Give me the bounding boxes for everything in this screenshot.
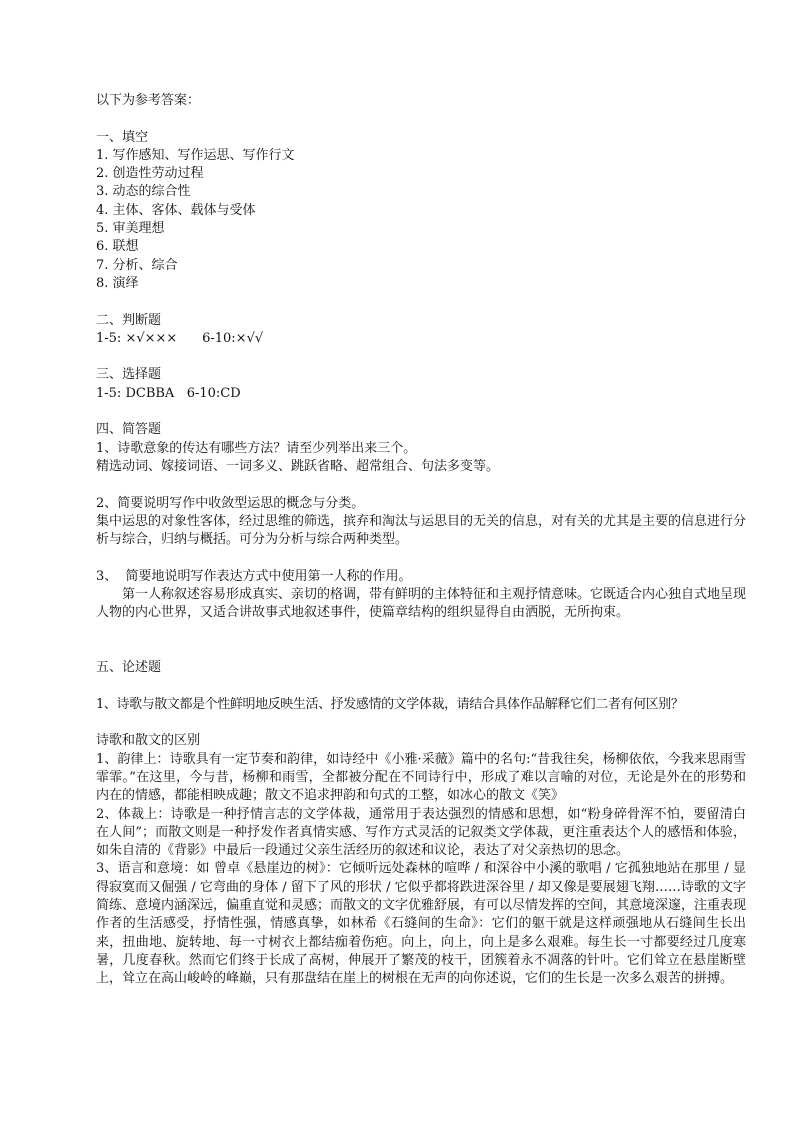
fill-answer-3: 3. 动态的综合性: [96, 184, 191, 200]
section-5-title: 五、论述题: [96, 660, 162, 676]
fill-answer-2: 2. 创造性劳动过程: [96, 166, 204, 182]
fill-answer-5: 5. 审美理想: [96, 221, 165, 237]
fill-answer-1: 1. 写作感知、写作运思、写作行文: [96, 147, 295, 163]
essay-paragraph-rhythm: 1、韵律上：诗歌具有一定节奏和韵律，如诗经中《小雅·采薇》篇中的名句:“昔我往矣，杨柳依依，今我来思雨雪霏霏。”在这里，今与昔，杨柳和雨雪，全都被分配在不同诗行中，形成了难以言喻的对位，无论是外在的形势和内在的情感，都能相映成趣；散文不追求押韵和句式的工整，如冰心的散文《笑》: [96, 751, 746, 804]
document-page: [96, 92, 746, 989]
section-4-title: 四、简答题: [96, 422, 162, 438]
essay-question-1: 1、诗歌与散文都是个性鲜明地反映生活、抒发感情的文学体裁，请结合具体作品解释它们二者有何区别？: [96, 696, 684, 712]
short-question-3: 3、 简要地说明写作表达方式中使用第一人称的作用。: [96, 568, 412, 584]
essay-paragraph-language: 3、语言和意境：如 曾卓《悬崖边的树》：它倾听远处森林的喧哗 / 和深谷中小溪的歌唱 / 它孤独地站在那里 / 显得寂寞而又倔强 / 它弯曲的身体 / 留下了风的形状 / 它似乎都将跌进深谷里 / 却又像是要展翅飞翔……诗歌的文字简练、意境内涵深远，偏重直觉和灵感；而散文的文字优雅舒展，有可以尽情发挥的空间，其意境深邃，注重表现作者的生活感受，抒情性强，情感真挚，如林希《石缝间的生命》：它们的躯干就是这样顽强地从石缝间生长出来，扭曲地、旋转地、每一寸树衣上都结痂着伤疤。向上，向上，向上是多么艰难。每生长一寸都要经过几度寒暑，几度春秋。然而它们终于长成了高树，伸展开了繁茂的枝干，团簇着永不凋落的针叶。它们耸立在悬崖断壁上，耸立在高山峻岭的峰巅，只有那盘结在崖上的树根在无声的向你述说，它们的生长是一次多么艰苦的拼搏。: [96, 861, 747, 987]
short-answer-1: 精选动词、嫁接词语、一词多义、跳跃省略、超常组合、句法多变等。: [96, 458, 500, 474]
fill-answer-7: 7. 分析、综合: [96, 257, 178, 273]
fill-answer-8: 8. 演绎: [96, 275, 139, 291]
short-answer-2: 集中运思的对象性客体，经过思维的筛选，摈弃和淘汰与运思目的无关的信息，对有关的尤其是主要的信息进行分析与综合，归纳与概括。可分为分析与综合两种类型。: [96, 513, 747, 548]
judgement-answers: 1-5: ×√××× 6-10:×√√: [96, 330, 264, 346]
essay-paragraph-genre: 2、体裁上：诗歌是一种抒情言志的文学体裁，通常用于表达强烈的情感和思想，如“粉身碎骨浑不怕，要留清白在人间”；而散文则是一种抒发作者真情实感、写作方式灵活的记叙类文学体裁，更注重表达个人的感悟和体验，如朱自清的《背影》中最后一段通过父亲生活经历的叙述和议论，表达了对父亲热切的思念。: [96, 806, 746, 859]
short-answer-3: 第一人称叙述容易形成真实、亲切的格调，带有鲜明的主体特征和主观抒情意味。它既适合内心独自式地呈现人物的内心世界，又适合讲故事式地叙述事件，使篇章结构的组织显得自由洒脱，无所拘束。: [96, 587, 747, 621]
fill-answer-4: 4. 主体、客体、载体与受体: [96, 202, 256, 218]
choice-answers: 1-5: DCBBA 6-10:CD: [96, 385, 241, 401]
fill-answer-6: 6. 联想: [96, 239, 139, 255]
intro-text: 以下为参考答案：: [96, 93, 201, 108]
essay-subtitle: 诗歌和散文的区别: [96, 733, 201, 749]
section-3-title: 三、选择题: [96, 367, 162, 383]
section-1-title: 一、填空: [96, 129, 149, 145]
short-question-1: 1、诗歌意象的传达有哪些方法？请至少列举出来三个。: [96, 440, 417, 456]
section-2-title: 二、判断题: [96, 312, 162, 328]
short-question-2: 2、简要说明写作中收敛型运思的概念与分类。: [96, 495, 365, 511]
